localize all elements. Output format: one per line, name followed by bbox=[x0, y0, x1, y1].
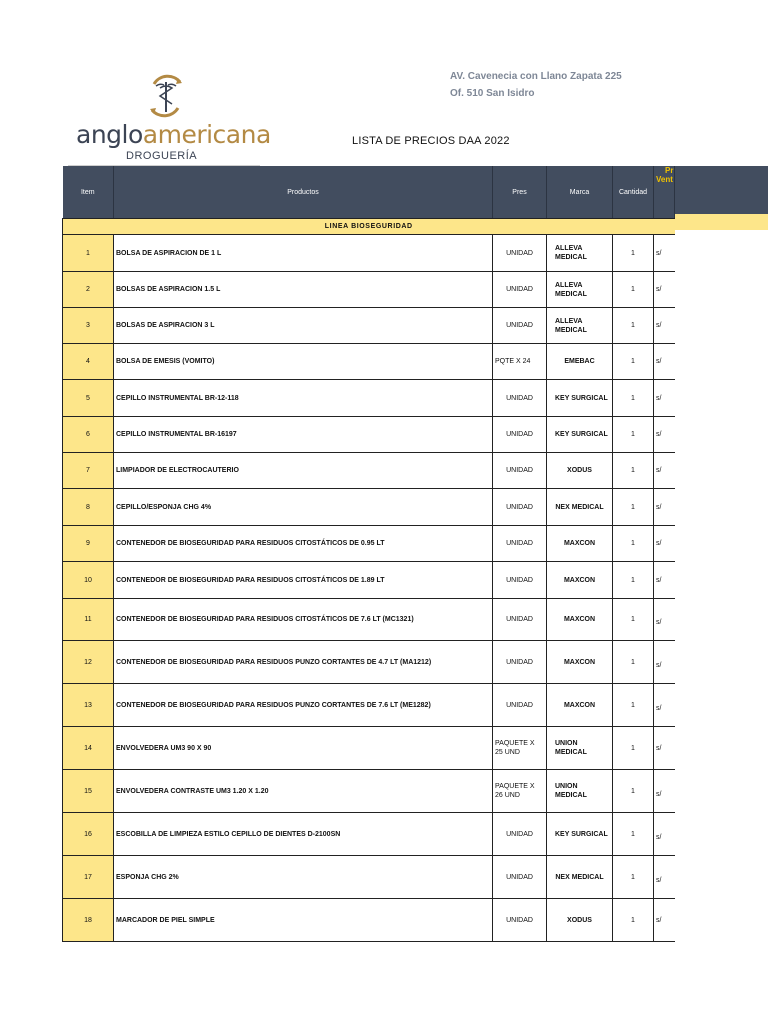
cell-producto: BOLSA DE EMESIS (VOMITO) bbox=[114, 344, 493, 380]
cell-item: 10 bbox=[63, 562, 114, 599]
cell-item: 3 bbox=[63, 308, 114, 344]
cell-producto: ESPONJA CHG 2% bbox=[114, 856, 493, 899]
cell-item: 14 bbox=[63, 727, 114, 770]
cell-cantidad: 1 bbox=[613, 308, 654, 344]
cell-marca: MAXCON bbox=[547, 641, 613, 684]
cell-precio: s/ bbox=[654, 856, 675, 899]
cell-cantidad: 1 bbox=[613, 526, 654, 562]
cell-pres: UNIDAD bbox=[493, 380, 547, 417]
cell-marca: NEX MEDICAL bbox=[547, 856, 613, 899]
cell-precio: s/ bbox=[654, 417, 675, 453]
address-line-2: Of. 510 San Isidro bbox=[450, 88, 535, 99]
cell-cantidad: 1 bbox=[613, 453, 654, 489]
cell-item: 11 bbox=[63, 599, 114, 641]
header-precio-line2: Vent bbox=[656, 175, 673, 184]
cell-item: 5 bbox=[63, 380, 114, 417]
table-row bbox=[63, 856, 675, 899]
cell-item: 13 bbox=[63, 684, 114, 727]
cell-cantidad: 1 bbox=[613, 641, 654, 684]
cell-precio: s/ bbox=[654, 770, 675, 813]
cell-pres: UNIDAD bbox=[493, 308, 547, 344]
cell-marca: ALLEVA MEDICAL bbox=[547, 272, 613, 308]
cell-marca: XODUS bbox=[547, 453, 613, 489]
company-address bbox=[450, 68, 622, 102]
caduceus-emblem-icon bbox=[140, 70, 192, 122]
cell-pres: UNIDAD bbox=[493, 684, 547, 727]
cell-cantidad: 1 bbox=[613, 417, 654, 453]
cell-item: 16 bbox=[63, 813, 114, 856]
cell-marca: NEX MEDICAL bbox=[547, 489, 613, 526]
cell-item: 8 bbox=[63, 489, 114, 526]
table-row bbox=[63, 641, 675, 684]
cell-pres: UNIDAD bbox=[493, 526, 547, 562]
cell-marca: ALLEVA MEDICAL bbox=[547, 235, 613, 272]
logo-subtitle: DROGUERÍA bbox=[126, 150, 198, 162]
cell-marca: KEY SURGICAL bbox=[547, 813, 613, 856]
table-row bbox=[63, 235, 675, 272]
cell-producto: CONTENEDOR DE BIOSEGURIDAD PARA RESIDUOS CITOSTÁTICOS DE 1.89 LT bbox=[114, 562, 493, 599]
cell-precio: s/ bbox=[654, 380, 675, 417]
cell-producto: BOLSA DE ASPIRACION DE 1 L bbox=[114, 235, 493, 272]
table-row bbox=[63, 489, 675, 526]
table-row bbox=[63, 684, 675, 727]
cell-item: 15 bbox=[63, 770, 114, 813]
cell-cantidad: 1 bbox=[613, 770, 654, 813]
table-row bbox=[63, 380, 675, 417]
cell-pres: PAQUETE X 25 UND bbox=[493, 727, 547, 770]
header-precio-line1: Pr bbox=[665, 166, 674, 175]
cell-producto: CEPILLO/ESPONJA CHG 4% bbox=[114, 489, 493, 526]
cell-precio: s/ bbox=[654, 344, 675, 380]
cell-producto: ENVOLVEDERA UM3 90 X 90 bbox=[114, 727, 493, 770]
cell-marca: MAXCON bbox=[547, 684, 613, 727]
cell-pres: UNIDAD bbox=[493, 813, 547, 856]
cell-marca: UNION MEDICAL bbox=[547, 770, 613, 813]
cell-item: 7 bbox=[63, 453, 114, 489]
cell-pres: UNIDAD bbox=[493, 272, 547, 308]
table-row bbox=[63, 526, 675, 562]
table-row bbox=[63, 899, 675, 942]
cell-precio: s/ bbox=[654, 562, 675, 599]
cell-pres: UNIDAD bbox=[493, 453, 547, 489]
company-logo bbox=[68, 70, 271, 166]
cell-precio: s/ bbox=[654, 235, 675, 272]
cell-pres: UNIDAD bbox=[493, 641, 547, 684]
cell-precio: s/ bbox=[654, 813, 675, 856]
header-productos: Productos bbox=[114, 166, 493, 219]
cell-item: 6 bbox=[63, 417, 114, 453]
cell-pres: UNIDAD bbox=[493, 235, 547, 272]
cell-precio: s/ bbox=[654, 308, 675, 344]
cell-producto: MARCADOR DE PIEL SIMPLE bbox=[114, 899, 493, 942]
cell-precio: s/ bbox=[654, 526, 675, 562]
cell-precio: s/ bbox=[654, 599, 675, 641]
cell-cantidad: 1 bbox=[613, 727, 654, 770]
cell-marca: XODUS bbox=[547, 899, 613, 942]
cell-marca: ALLEVA MEDICAL bbox=[547, 308, 613, 344]
cell-marca: KEY SURGICAL bbox=[547, 380, 613, 417]
cell-cantidad: 1 bbox=[613, 235, 654, 272]
cell-cantidad: 1 bbox=[613, 599, 654, 641]
cell-cantidad: 1 bbox=[613, 272, 654, 308]
cell-marca: MAXCON bbox=[547, 562, 613, 599]
table-row bbox=[63, 344, 675, 380]
table-row bbox=[63, 308, 675, 344]
cell-producto: ESCOBILLA DE LIMPIEZA ESTILO CEPILLO DE DIENTES D-2100SN bbox=[114, 813, 493, 856]
table-row bbox=[63, 813, 675, 856]
table-row bbox=[63, 770, 675, 813]
cell-marca: MAXCON bbox=[547, 599, 613, 641]
cell-producto: BOLSAS DE ASPIRACION 1.5 L bbox=[114, 272, 493, 308]
cell-cantidad: 1 bbox=[613, 380, 654, 417]
cell-pres: PAQUETE X 26 UND bbox=[493, 770, 547, 813]
cell-producto: CONTENEDOR DE BIOSEGURIDAD PARA RESIDUOS CITOSTÁTICOS DE 0.95 LT bbox=[114, 526, 493, 562]
section-row bbox=[63, 219, 675, 235]
header-cantidad: Cantidad bbox=[613, 166, 654, 219]
document-title: LISTA DE PRECIOS DAA 2022 bbox=[352, 135, 510, 147]
table-header-row bbox=[63, 166, 675, 219]
address-line-1: AV. Cavenecia con Llano Zapata 225 bbox=[450, 71, 622, 82]
cell-pres: UNIDAD bbox=[493, 417, 547, 453]
cell-precio: s/ bbox=[654, 489, 675, 526]
table-row bbox=[63, 453, 675, 489]
cell-producto: CEPILLO INSTRUMENTAL BR-12-118 bbox=[114, 380, 493, 417]
table-row bbox=[63, 599, 675, 641]
cell-producto: CEPILLO INSTRUMENTAL BR-16197 bbox=[114, 417, 493, 453]
cell-cantidad: 1 bbox=[613, 813, 654, 856]
header-item: Item bbox=[63, 166, 114, 219]
cell-precio: s/ bbox=[654, 641, 675, 684]
cell-item: 1 bbox=[63, 235, 114, 272]
table-row bbox=[63, 272, 675, 308]
cell-pres: UNIDAD bbox=[493, 599, 547, 641]
cell-precio: s/ bbox=[654, 272, 675, 308]
table-row bbox=[63, 417, 675, 453]
cell-item: 4 bbox=[63, 344, 114, 380]
cell-precio: s/ bbox=[654, 453, 675, 489]
cell-cantidad: 1 bbox=[613, 684, 654, 727]
cell-item: 17 bbox=[63, 856, 114, 899]
logo-wordmark: angloamericana bbox=[76, 120, 271, 149]
header-pres: Pres bbox=[493, 166, 547, 219]
cell-pres: PQTE X 24 bbox=[493, 344, 547, 380]
cell-cantidad: 1 bbox=[613, 562, 654, 599]
cell-precio: s/ bbox=[654, 727, 675, 770]
cell-marca: MAXCON bbox=[547, 526, 613, 562]
cell-item: 18 bbox=[63, 899, 114, 942]
cell-item: 12 bbox=[63, 641, 114, 684]
cell-pres: UNIDAD bbox=[493, 489, 547, 526]
cell-producto: BOLSAS DE ASPIRACION 3 L bbox=[114, 308, 493, 344]
cell-producto: ENVOLVEDERA CONTRASTE UM3 1.20 X 1.20 bbox=[114, 770, 493, 813]
cell-producto: CONTENEDOR DE BIOSEGURIDAD PARA RESIDUOS PUNZO CORTANTES DE 7.6 LT (ME1282) bbox=[114, 684, 493, 727]
cell-cantidad: 1 bbox=[613, 856, 654, 899]
section-title: LINEA BIOSEGURIDAD bbox=[63, 219, 675, 235]
cell-item: 2 bbox=[63, 272, 114, 308]
price-list-table bbox=[62, 166, 675, 942]
cell-precio: s/ bbox=[654, 684, 675, 727]
cell-marca: UNION MEDICAL bbox=[547, 727, 613, 770]
cell-precio: s/ bbox=[654, 899, 675, 942]
cell-pres: UNIDAD bbox=[493, 856, 547, 899]
cell-pres: UNIDAD bbox=[493, 562, 547, 599]
cell-item: 9 bbox=[63, 526, 114, 562]
cell-cantidad: 1 bbox=[613, 489, 654, 526]
cell-marca: KEY SURGICAL bbox=[547, 417, 613, 453]
header-extension bbox=[674, 166, 768, 214]
table-row bbox=[63, 727, 675, 770]
section-extension bbox=[674, 214, 768, 230]
cell-marca: EMEBAC bbox=[547, 344, 613, 380]
header-precio-venta bbox=[654, 166, 675, 219]
cell-producto: LIMPIADOR DE ELECTROCAUTERIO bbox=[114, 453, 493, 489]
header-marca: Marca bbox=[547, 166, 613, 219]
cell-producto: CONTENEDOR DE BIOSEGURIDAD PARA RESIDUOS CITOSTÁTICOS DE 7.6 LT (MC1321) bbox=[114, 599, 493, 641]
cell-cantidad: 1 bbox=[613, 344, 654, 380]
cell-cantidad: 1 bbox=[613, 899, 654, 942]
cell-producto: CONTENEDOR DE BIOSEGURIDAD PARA RESIDUOS PUNZO CORTANTES DE 4.7 LT (MA1212) bbox=[114, 641, 493, 684]
cell-pres: UNIDAD bbox=[493, 899, 547, 942]
table-row bbox=[63, 562, 675, 599]
